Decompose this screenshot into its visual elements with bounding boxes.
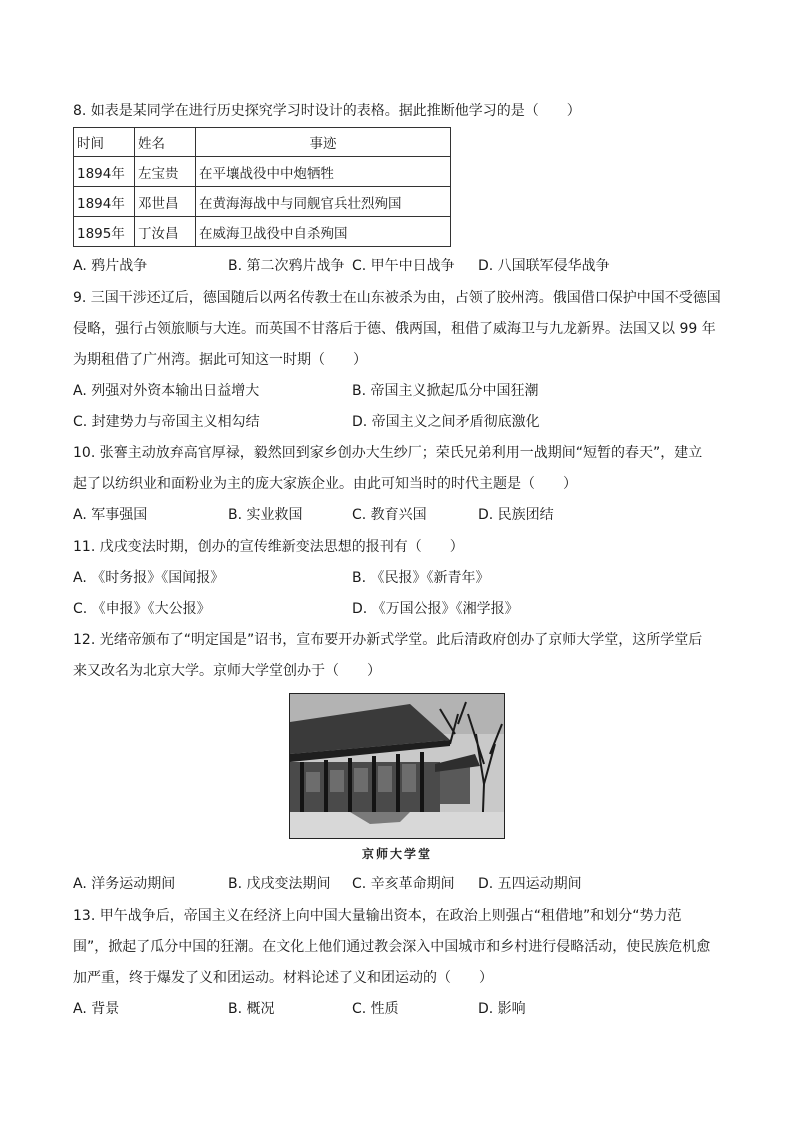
q9-option-d[interactable]: D. 帝国主义之间矛盾彻底激化 <box>352 414 540 430</box>
q12-option-b[interactable]: B. 戊戌变法期间 <box>228 876 331 892</box>
table-header-row <box>74 128 451 157</box>
photo-caption: 京师大学堂 <box>361 847 432 861</box>
q10-option-a[interactable]: A. 军事强国 <box>73 507 148 523</box>
table-cell: 1894年 <box>74 157 135 187</box>
question-10-line: 10. 张謇主动放弃高官厚禄，毅然回到家乡创办大生纱厂；荣氏兄弟利用一战期间“短暂的春天”，建立 <box>73 445 703 461</box>
jingshi-university-photo <box>289 693 505 839</box>
q8-option-d[interactable]: D. 八国联军侵华战争 <box>478 258 610 274</box>
table-header-cell: 事迹 <box>196 128 451 157</box>
q13-option-a[interactable]: A. 背景 <box>73 1001 120 1017</box>
q10-option-d[interactable]: D. 民族团结 <box>478 507 554 523</box>
q8-option-c[interactable]: C. 甲午中日战争 <box>352 258 455 274</box>
table-header-cell: 姓名 <box>135 128 196 157</box>
q9-option-c[interactable]: C. 封建势力与帝国主义相勾结 <box>73 414 260 430</box>
question-13-line: 加严重，终于爆发了义和团运动。材料论述了义和团运动的（ ） <box>73 970 493 986</box>
question-9-line: 9. 三国干涉还辽后，德国随后以两名传教士在山东被杀为由，占领了胶州湾。俄国借口保护中国不受德国 <box>73 290 721 306</box>
q12-option-c[interactable]: C. 辛亥革命期间 <box>352 876 455 892</box>
q13-option-d[interactable]: D. 影响 <box>478 1001 526 1017</box>
question-11-line: 11. 戊戌变法时期，创办的宣传维新变法思想的报刊有（ ） <box>73 539 464 555</box>
table-cell: 在黄海海战中与同舰官兵壮烈殉国 <box>196 187 451 217</box>
q9-option-a[interactable]: A. 列强对外资本输出日益增大 <box>73 383 260 399</box>
q13-option-c[interactable]: C. 性质 <box>352 1001 399 1017</box>
question-12-line: 12. 光绪帝颁布了“明定国是”诏书，宣布要开办新式学堂。此后清政府创办了京师大学堂，这所学堂后 <box>73 632 703 648</box>
q12-option-a[interactable]: A. 洋务运动期间 <box>73 876 176 892</box>
question-12-line: 来又改名为北京大学。京师大学堂创办于（ ） <box>73 663 381 679</box>
q11-option-c[interactable]: C. 《申报》《大公报》 <box>73 601 211 617</box>
table-cell: 在平壤战役中中炮牺牲 <box>196 157 451 187</box>
table-cell: 1895年 <box>74 217 135 247</box>
q12-option-d[interactable]: D. 五四运动期间 <box>478 876 582 892</box>
q10-option-c[interactable]: C. 教育兴国 <box>352 507 427 523</box>
q13-option-b[interactable]: B. 概况 <box>228 1001 275 1017</box>
q11-option-d[interactable]: D. 《万国公报》《湘学报》 <box>352 601 519 617</box>
q8-option-a[interactable]: A. 鸦片战争 <box>73 258 148 274</box>
q11-option-a[interactable]: A. 《时务报》《国闻报》 <box>73 570 225 586</box>
question-8-stem: 8. 如表是某同学在进行历史探究学习时设计的表格。据此推断他学习的是（ ） <box>73 103 581 119</box>
question-10-line: 起了以纺织业和面粉业为主的庞大家族企业。由此可知当时的时代主题是（ ） <box>73 476 577 492</box>
history-table <box>73 127 451 247</box>
table-cell: 1894年 <box>74 187 135 217</box>
question-9-line: 侵略，强行占领旅顺与大连。而英国不甘落后于德、俄两国，租借了威海卫与九龙新界。法国又以 99 年 <box>73 321 716 337</box>
table-header-cell: 时间 <box>74 128 135 157</box>
q10-option-b[interactable]: B. 实业救国 <box>228 507 303 523</box>
question-9-line: 为期租借了广州湾。据此可知这一时期（ ） <box>73 352 367 368</box>
question-13-line: 13. 甲午战争后，帝国主义在经济上向中国大量输出资本，在政治上则强占“租借地”和划分“势力范 <box>73 908 682 924</box>
building-illustration <box>290 694 504 838</box>
q8-option-b[interactable]: B. 第二次鸦片战争 <box>228 258 345 274</box>
q9-option-b[interactable]: B. 帝国主义掀起瓜分中国狂潮 <box>352 383 539 399</box>
question-13-line: 围”，掀起了瓜分中国的狂潮。在文化上他们通过教会深入中国城市和乡村进行侵略活动，使民族危机愈 <box>73 939 711 955</box>
table-row <box>74 187 451 217</box>
table-row <box>74 157 451 187</box>
table-cell: 左宝贵 <box>135 157 196 187</box>
table-row <box>74 217 451 247</box>
q11-option-b[interactable]: B. 《民报》《新青年》 <box>352 570 490 586</box>
table-cell: 丁汝昌 <box>135 217 196 247</box>
table-cell: 邓世昌 <box>135 187 196 217</box>
table-cell: 在威海卫战役中自杀殉国 <box>196 217 451 247</box>
